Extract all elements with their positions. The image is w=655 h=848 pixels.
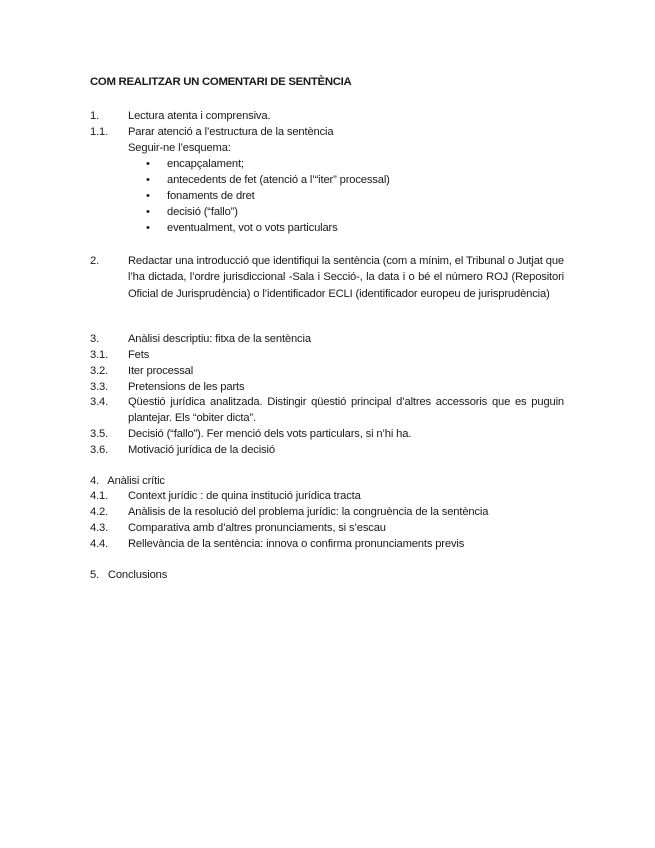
bullet-text: decisió (“fallo”)	[167, 206, 238, 218]
section-3-number: 3.	[90, 333, 100, 345]
list-item	[0, 188, 655, 204]
section-4-heading: 4. Anàlisi crític	[90, 475, 165, 487]
list-item	[0, 536, 655, 552]
bullet-icon: •	[146, 190, 150, 202]
bullet-icon: •	[146, 158, 150, 170]
item-number: 3.2.	[90, 365, 109, 377]
section-3	[0, 331, 655, 347]
item-number: 4.4.	[90, 538, 109, 550]
list-item	[0, 520, 655, 536]
list-item	[0, 488, 655, 504]
item-text: Context jurídic : de quina institució jurídica tracta	[128, 490, 361, 502]
item-number: 3.5.	[90, 428, 109, 440]
item-text: Fets	[128, 349, 150, 361]
list-item	[0, 220, 655, 236]
section-5	[0, 567, 655, 583]
item-text: Qüestió jurídica analitzada. Distingir qüestió principal d’altres accessoris que es puguin plantejar. Els “obiter dicta”.	[128, 396, 564, 425]
item-number: 4.3.	[90, 522, 109, 534]
outline-intro	[0, 140, 655, 156]
list-item	[0, 504, 655, 520]
item-text: Motivació jurídica de la decisió	[128, 444, 275, 456]
bullet-icon: •	[146, 174, 150, 186]
bullet-text: antecedents de fet (atenció a l’“iter” processal)	[167, 174, 390, 186]
section-1-number: 1.	[90, 110, 100, 122]
list-item	[0, 379, 655, 395]
list-item	[0, 442, 655, 458]
list-item	[0, 347, 655, 363]
section-1-1-text: Parar atenció a l’estructura de la sentència	[128, 126, 334, 138]
item-number: 3.3.	[90, 381, 109, 393]
section-2-text: Redactar una introducció que identifiqui la sentència (com a mínim, el Tribunal o Jutjat que l’ha dictada, l’ordre jurisdiccional -Sala i Secció-, la data i o bé el número ROJ (Repositori Oficial de Jurisprudència) o l’identificador ECLI (identificador europeu de jurisprudència)	[128, 255, 564, 300]
item-text: Pretensions de les parts	[128, 381, 245, 393]
section-1-text: Lectura atenta i comprensiva.	[128, 110, 271, 122]
item-text: Comparativa amb d’altres pronunciaments, si s’escau	[128, 522, 386, 534]
item-number: 3.6.	[90, 444, 109, 456]
outline-intro-text: Seguir-ne l’esquema:	[128, 142, 231, 154]
section-1	[0, 108, 655, 124]
bullet-text: eventualment, vot o vots particulars	[167, 222, 338, 234]
item-text: Anàlisis de la resolució del problema jurídic: la congruència de la sentència	[128, 506, 489, 518]
item-number: 4.1.	[90, 490, 109, 502]
item-text: Decisió (“fallo”). Fer menció dels vots particulars, si n’hi ha.	[128, 428, 412, 440]
list-item	[0, 204, 655, 220]
section-4	[0, 473, 655, 489]
section-1-1	[0, 124, 655, 140]
list-item	[0, 363, 655, 379]
list-item	[0, 172, 655, 188]
bullet-icon: •	[146, 206, 150, 218]
list-item	[0, 156, 655, 172]
bullet-text: fonaments de dret	[167, 190, 255, 202]
item-number: 3.1.	[90, 349, 109, 361]
item-text: Iter processal	[128, 365, 194, 377]
item-text: Rellevància de la sentència: innova o confirma pronunciaments previs	[128, 538, 465, 550]
list-item	[0, 426, 655, 442]
section-2-number: 2.	[90, 255, 100, 267]
section-3-text: Anàlisi descriptiu: fitxa de la sentència	[128, 333, 311, 345]
item-number: 4.2.	[90, 506, 109, 518]
section-5-heading: 5. Conclusions	[90, 569, 168, 581]
document-title: COM REALITZAR UN COMENTARI DE SENTÈNCIA	[90, 76, 352, 88]
item-number: 3.4.	[90, 396, 109, 408]
bullet-icon: •	[146, 222, 150, 234]
section-1-1-number: 1.1.	[90, 126, 109, 138]
bullet-text: encapçalament;	[167, 158, 244, 170]
